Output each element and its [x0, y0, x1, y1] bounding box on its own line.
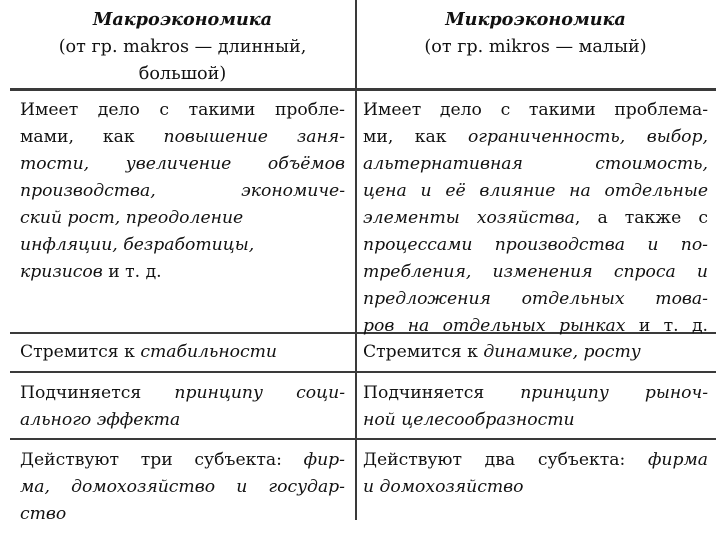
row1-left-line: Имеет дело с такими пробле-	[20, 100, 345, 120]
header-left-title: Макроэкономика	[92, 9, 273, 30]
row-divider-2	[10, 371, 716, 373]
row1-right-line: элементы хозяйства, а также с	[363, 208, 708, 228]
row1-right-line: Имеет дело с такими проблема-	[363, 100, 708, 120]
row2-left: Стремится к стабильности	[20, 342, 278, 362]
row4-right: Действуют два субъекта: фирма и домохозяйство	[363, 450, 708, 497]
row1-right-line: ми, как ограниченность, выбор,	[363, 127, 708, 147]
row-divider-3	[10, 438, 716, 440]
comparison-table	[10, 0, 716, 524]
row1-right-line: ров на отдельных рынках и т. д.	[363, 316, 708, 336]
row4-left: Действуют три субъекта: фир- ма, домохозяйство и государ- ство	[20, 450, 345, 524]
header-right-title: Микроэкономика	[445, 9, 626, 30]
header-left-etymology-end: большой)	[138, 64, 227, 84]
header-left	[20, 6, 345, 88]
header-left-etymology: (от гр. makros — длинный,	[58, 37, 307, 57]
row1-left-line: ский рост, преодоление	[20, 208, 244, 228]
row1-right-line: требления, изменения спроса и	[363, 262, 708, 282]
row3-left: Подчиняется принципу соци- ального эффекта	[20, 383, 345, 430]
row1-right-line: цена и её влияние на отдельные	[363, 181, 708, 201]
row1-right	[363, 97, 708, 340]
row3-right: Подчиняется принципу рыноч- ной целесообразности	[363, 383, 709, 430]
row2-right: Стремится к динамике, росту	[363, 342, 641, 362]
column-divider	[355, 0, 357, 520]
header-right-etymology: (от гр. mikros — малый)	[424, 37, 647, 57]
row1-left-line: мами, как повышение заня-	[20, 127, 345, 147]
row1-right-line: предложения отдельных това-	[363, 289, 708, 309]
row1-right-line: альтернативная стоимость,	[363, 154, 708, 174]
row1-left-line: кризисов и т. д.	[20, 262, 162, 282]
row-divider-header	[10, 88, 716, 91]
row1-left-line: производства, экономиче-	[20, 181, 345, 201]
row1-right-line: процессами производства и по-	[363, 235, 708, 255]
row1-left-line: инфляции, безработицы,	[20, 235, 255, 255]
row1-left-line: тости, увеличение объёмов	[20, 154, 345, 174]
row1-left	[20, 97, 345, 286]
header-right	[363, 6, 708, 61]
